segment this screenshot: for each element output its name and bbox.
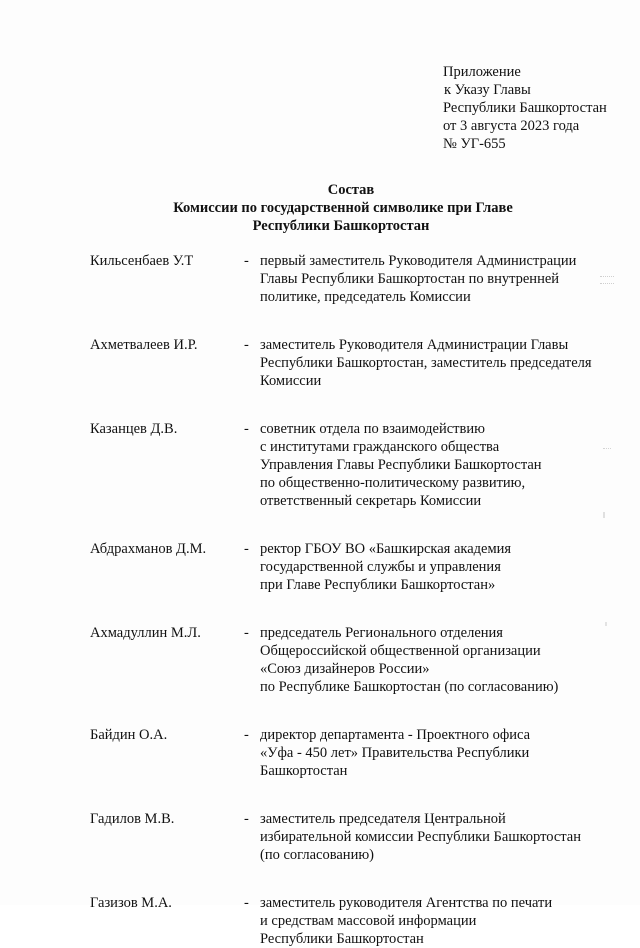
member-name: Кильсенбаев У.Т [90, 253, 194, 269]
member-entry [90, 540, 610, 594]
member-entry [90, 420, 610, 510]
member-name: Газизов М.А. [90, 895, 172, 911]
member-name: Абдрахманов Д.М. [90, 541, 207, 557]
member-role: первый заместитель Руководителя Администрации Главы Республики Башкортостан по внутренней политике, председатель Комиссии [260, 253, 577, 305]
document-title [0, 181, 640, 235]
title-line-2: Комиссии по государственной символике при Главе [173, 200, 513, 216]
appendix-line: от 3 августа 2023 года [443, 118, 580, 134]
member-dash: - [244, 253, 249, 269]
member-name: Казанцев Д.В. [90, 421, 178, 437]
member-entry [90, 252, 610, 306]
scan-speck [603, 512, 605, 518]
member-role: заместитель руководителя Агентства по печати и средствам массовой информации Республики Башкортостан [260, 895, 553, 947]
member-entry [90, 810, 610, 864]
member-entry [90, 624, 610, 696]
member-entry [90, 894, 610, 948]
scan-speck [600, 276, 614, 284]
appendix-line: Республики Башкортостан [443, 100, 607, 116]
member-role: советник отдела по взаимодействию с институтами гражданского общества Управления Главы Республики Башкортостан по общественно-политическому развитию, ответственный секретарь Комиссии [260, 421, 542, 509]
member-role: председатель Регионального отделения Общероссийской общественной организации «Союз дизайнеров России» по Республике Башкортостан (по согласованию) [260, 625, 559, 695]
appendix-line: № УГ-655 [443, 136, 506, 152]
member-dash: - [244, 541, 249, 557]
member-name: Байдин О.А. [90, 727, 168, 743]
member-role: заместитель Руководителя Администрации Главы Республики Башкортостан, заместитель председателя Комиссии [260, 337, 592, 389]
members-list [90, 252, 610, 948]
appendix-line: Приложение [443, 64, 521, 80]
member-name: Гадилов М.В. [90, 811, 175, 827]
member-dash: - [244, 727, 249, 743]
member-dash: - [244, 421, 249, 437]
title-line-3: Республики Башкортостан [252, 218, 430, 234]
member-entry [90, 336, 610, 390]
member-dash: - [244, 895, 249, 911]
member-entry [90, 726, 610, 780]
member-role: ректор ГБОУ ВО «Башкирская академия государственной службы и управления при Главе Республики Башкортостан» [260, 541, 512, 593]
scan-speck [603, 448, 611, 454]
member-dash: - [244, 811, 249, 827]
member-dash: - [244, 337, 249, 353]
member-dash: - [244, 625, 249, 641]
scan-speck [605, 622, 607, 626]
appendix-block [443, 63, 607, 153]
member-name: Ахмадуллин М.Л. [90, 625, 201, 641]
appendix-line: к Указу Главы [444, 82, 531, 98]
member-role: директор департамента - Проектного офиса «Уфа - 450 лет» Правительства Республики Башкортостан [260, 727, 531, 779]
member-name: Ахметвалеев И.Р. [90, 337, 198, 353]
title-line-1: Состав [327, 182, 375, 198]
member-role: заместитель председателя Центральной избирательной комиссии Республики Башкортостан (по согласованию) [260, 811, 581, 863]
